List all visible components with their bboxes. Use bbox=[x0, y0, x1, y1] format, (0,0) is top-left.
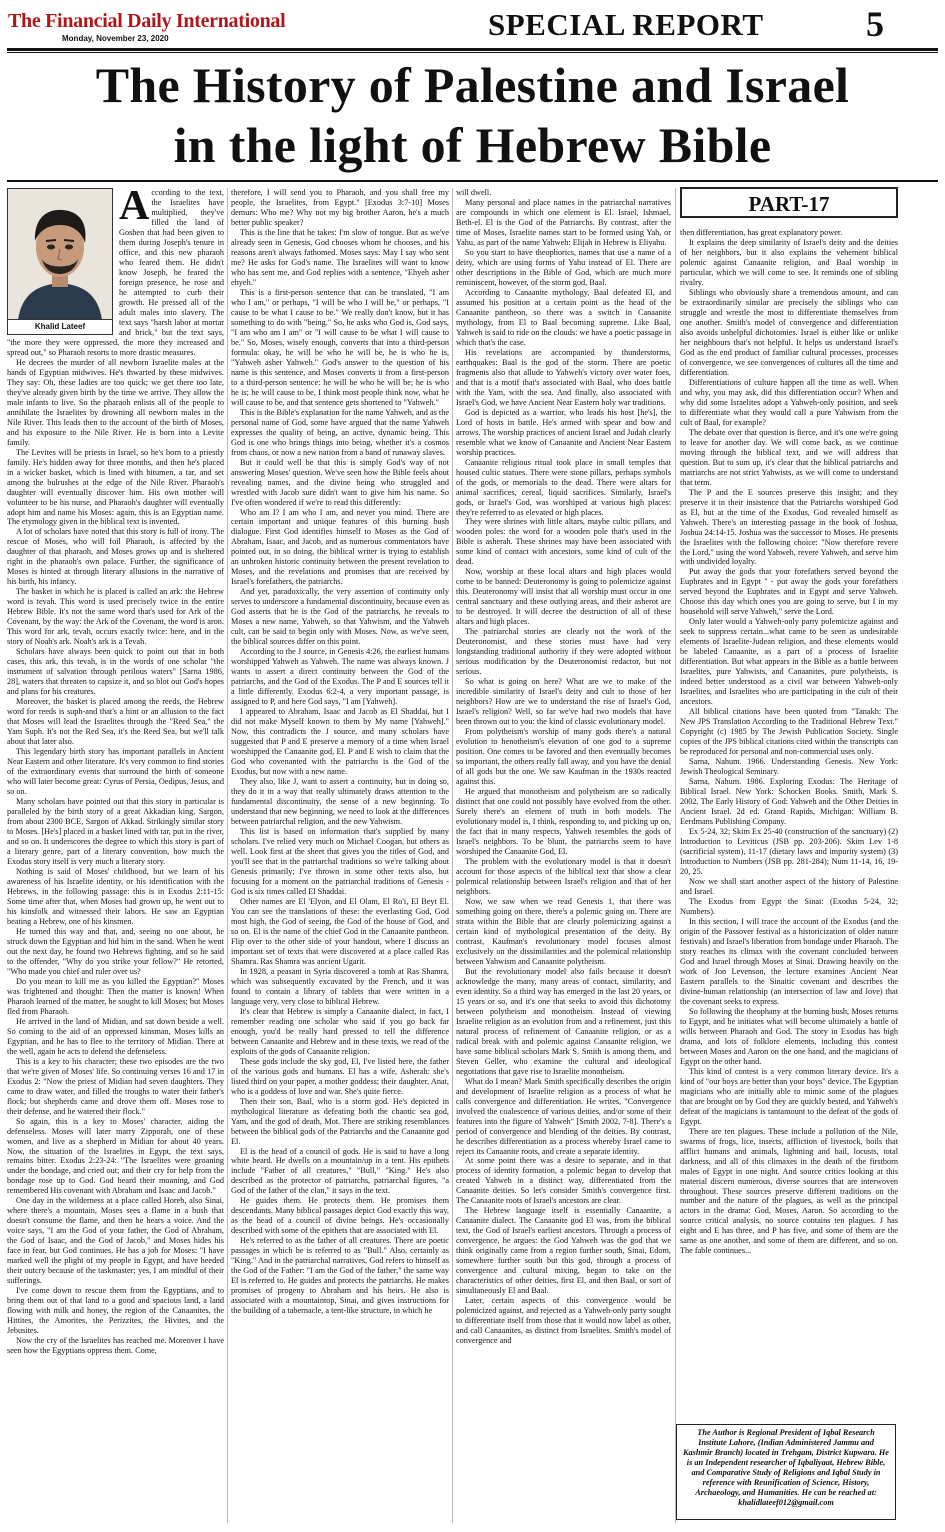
headline bbox=[0, 55, 945, 175]
paragraph: Sarna, Nahum. 1986. Exploring Exodus: The Heritage of Biblical Israel. New York: Schocken Books. Smith, Mark S. 2002. The Early History of God: Yahweh and the Other Deities in Ancient Israel. 2d ed. Grand Rapids, Michigan: William B. Eerdmans Publishing Company. bbox=[680, 777, 898, 827]
paragraph: He turned this way and that, and, seeing no one about, he struck down the Egyptian and hid him in the sand. When he went out the next day, he found two Hebrews fighting, and so he said to the offender, "Why do you strike your fellow?" He retorted, "Who made you chief and ruler over us? bbox=[7, 926, 224, 976]
article-column-4 bbox=[680, 228, 898, 1256]
paragraph: He guides them. He protects them. He promises them descendants. Many biblical passages depict God exactly this way, as the head of a council of divine beings. He's occasionally described with some of the epithets that are associated with El. bbox=[231, 1196, 449, 1236]
paragraph: Other names are El 'Elyon, and El Olam, El Ro'i, El Beyt El. You can see the translations of these: the everlasting God, God most high, the God of seeing, the God of the house of God, and so on. El is the name of the chief God in the Canaanite pantheon. Flip over to the other side of your handout, where I discuss an important set of texts that were discovered at a place called Ras Shamra. Ras Shamra was ancient Ugarit. bbox=[231, 896, 449, 966]
paragraph: Many personal and place names in the patriarchal narratives are compounds in which one element is El. Israel, Ishmael, Beth-el. El is the God of the Patriarchs. By contrast, after the time of Moses, Israelite names start to be formed using Yah, or Yahu, as part of the name Yahweh: Elijah in Hebrew is Eliyahu. bbox=[456, 197, 671, 247]
paragraph: Put away the gods that your forefathers served beyond the Euphrates and in Egypt " - put away the gods your forefathers served beyond the Euphrates and in Egypt and serve Yahweh. Choose this day which ones you are going to serve, but I in my household will serve Yahweh," serve the Lord. bbox=[680, 567, 898, 617]
section-title: SPECIAL REPORT bbox=[488, 7, 764, 42]
paragraph: What do I mean? Mark Smith specifically describes the origin and development of Israelite religion as a process of what he calls convergence and differentiation. He writes, "Convergence involved the coalescence of various deities, and/or some of their features into the figure of Yahweh" [Smith 2002, 7-8]. There's a period of convergence and blending of the deities. By contrast, he describes differentiation as a process whereby Israel came to reject its Canaanite roots, and create a separate identity. bbox=[456, 1076, 671, 1156]
headline-rule bbox=[7, 180, 938, 182]
issue-date: Monday, November 23, 2020 bbox=[62, 34, 169, 43]
paragraph: Now, worship at these local altars and high places would come to be banned: Deuteronomy is going to polemicize against this. Deuteronomy will insist that all worship must occur in one central sanctuary and these outlying areas, and their asherot are to be destroyed. It will decree the destruction of all of these altars and high places. bbox=[456, 567, 671, 627]
column-rule bbox=[452, 188, 453, 1523]
column-rule bbox=[675, 188, 676, 1523]
paragraph: This is the line that he takes: I'm slow of tongue. But as we've already seen in Genesis, God chooses whom he chooses, and his reasons aren't always fathomed. Moses says: May I say who sent me? He asks for God's name. The Israelites will want to know who has sent me, and God replies with a sentence, "Ehyeh asher ehyeh." bbox=[231, 227, 449, 287]
paragraph: At some point there was a desire to separate, and in that process of identity formation, a polemic began to develop that created Yahweh in a distinct way, differentiated from the Canaanite deities. So let's consider Smith's convergence first. The Canaanite roots of Israel's ancestors are clear. bbox=[456, 1156, 671, 1206]
paragraph: So what is going on here? What are we to make of the incredible similarity of Israel's deity and cult to those of her neighbors? How are we to understand the rise of Israel's God, Israel's religion? Well, so far we've had two models that have been thrown out to you: the kind of classic evolutionary model. bbox=[456, 677, 671, 727]
paragraph: Only later would a Yahweh-only party polemicize against and seek to suppress certain...what came to be seen as undesirable elements of Israelite-Judean religion, and these elements would be labeled Canaanite, as a part of a process of Israelite differentiation. But what appears in the Bible as a battle between Israelites, pure Yahwists, and Canaanites, pure polytheists, is indeed better understood as a civil war between Yahweh-only Israelites, and Israelites who are participating in the cult of their ancestors. bbox=[680, 617, 898, 707]
paragraph: Canaanite religious ritual took place in small temples that housed cultic statues. There were stone pillars, perhaps symbols of the gods, or memorials to the dead. There were altars for animal sacrifices, cereal, liquid sacrifices. Similarly, Israel's gods, or Israel's God, was worshiped at various high places: they're referred to as elevated or high places. bbox=[456, 457, 671, 517]
column-rule bbox=[227, 188, 228, 1523]
paragraph: Differentiations of culture happen all the time as well. When and why, you may ask, did this differentiation occur? When and why did some Israelites adopt a Yahweh-only position, and seek to differentiate what they would call a pure Yahwism from the cult of Baal, for example? bbox=[680, 377, 898, 427]
paragraph: So again, this is a key to Moses' character, aiding the defenseless. Moses will later marry Zipporah, one of these women, and live as a shepherd in Midian for about 40 years. Now, the situation of the Israelites in Egypt, the text says, remains bitter. Exodus 2:23-24: "The Israelites were groaning under the bondage, and cried out; and their cry for help from the bondage rose up to God. God heard their moaning, and God remembered His covenant with Abraham and Isaac and Jacob." bbox=[7, 1116, 224, 1196]
paragraph: This is the Bible's explanation for the name Yahweh, and as the personal name of God, some have argued that the name Yahweh expresses the quality of being, an active, dynamic being. This God is one who brings things into being, whether it's a cosmos from chaos, or now a new nation from a band of runaway slaves. bbox=[231, 407, 449, 457]
paragraph: Sarna, Nahum. 1966. Understanding Genesis. New York: Jewish Theological Seminary. bbox=[680, 757, 898, 777]
paragraph: God is depicted as a warrior, who leads his host [he's], the Lord of hosts in battle. He's armed with spear and bow and arrows. The worship practices of ancient Israel and Judah clearly resemble what we know of Canaanite and Ancient Near Eastern worship practices. bbox=[456, 407, 671, 457]
author-portrait-image bbox=[8, 189, 112, 320]
article-column-2 bbox=[231, 188, 449, 1316]
paragraph: El is the head of a council of gods. He is said to have a long white beard. He dwells on a mountain/up in a tent. His epithets include "Father of all creatures," "Bull," "King." He's also described as the protector of patriarchs, patriarchal figures, "a God of the father of the clan," it says in the text. bbox=[231, 1146, 449, 1196]
paragraph: He argued that monotheism and polytheism are so radically distinct that one could not possibly have evolved from the other. Surely there's an element of truth in both models. The evolutionary model is, I think, responding to, and picking up on, the fact that in many respects, Yahweh resembles the gods of Israel's neighbors. To be blunt, the patriarchs seem to have worshiped the Canaanite God, El. bbox=[456, 787, 671, 856]
paragraph: Now we shall start another aspect of the history of Palestine and Israel. bbox=[680, 876, 898, 896]
top-rule bbox=[7, 48, 938, 51]
masthead bbox=[0, 0, 945, 50]
paragraph: This kind of contest is a very common literary device. It's a kind of "our boys are better than your boys" device. The Egyptian magicians who are initially able to mimic some of the plagues that are brought on by God they are quickly bested, and Yahweh's defeat of the magicians is tantamount to the defeat of the gods of Egypt. bbox=[680, 1066, 898, 1126]
paragraph: Ex 5-24, 32; Skim Ex 25-40 (construction of the sanctuary) (2) Introduction to Leviticus (JSB pp. 203-206). Skim Lev 1-8 (sacrificial system), 11-17 (dietary laws and impurity system) (3) Introduction to Numbers (JSB pp. 281-284); Num 11-14, 16, 19-20, 25. bbox=[680, 827, 898, 876]
paragraph: Then their son, Baal, who is a storm god. He's depicted in mythological literature as defeating both the chaotic sea god, Yam, and the god of death, Mot. There are striking resemblances between the biblical gods of the Patriarchs and the Canaanite god El. bbox=[231, 1096, 449, 1146]
author-photo bbox=[7, 188, 113, 335]
paragraph: The Hebrew language itself is essentially Canaanite, a Canaanite dialect. The Canaanite god El was, from the biblical text, the God of Israel's earliest ancestors. Through a process of convergence, he argues: the God Yahweh was the god that we think originally came from a region further south, Sinai, Edom, somewhere further south but this god, through a process of convergence and cultural mixing, began to take on the characteristics of other deities, first El, and then Baal, or sort of simultaneously El and Baal. bbox=[456, 1206, 671, 1296]
drop-cap: A bbox=[119, 183, 150, 229]
paragraph: So you start to have theophorics, names that use a name of a deity, which are using forms of Yahu instead of El. There are other descriptions in the Bible of God, which are much more reminiscent, however, of the storm god, Baal. bbox=[456, 247, 671, 287]
headline-line-1: The History of Palestine and Israel bbox=[95, 57, 850, 113]
paragraph: The patriarchal stories are clearly not the work of the Deuteronomist, and these stories must have had very longstanding traditional authority if they were adopted without serious modification by the Deuteronomist redactor, but not serious. bbox=[456, 627, 671, 677]
paragraph: It explains the deep similarity of Israel's deity and the deities of her neighbors, but it also explains the vehement biblical polemic against Canaanite religion, and Baal worship in particular, which we will come to see. It reminds one of sibling rivalry. bbox=[680, 237, 898, 287]
paragraph-text: ccording to the text, the Israelites have multiplied, they've filled the land of Goshen that had been given to them during Joseph's tenure in office, and this new pharaoh who feared them. He didn't know Joseph, he feared the foreign presence, he rose and he attempted to curb their growth. He pressed all of the adult males into slavery. The text says "harsh labor at mortar and brick," but the text says, "the more they were oppressed, the more they increased and spread out," so Pharaoh resorts to more drastic measures. bbox=[7, 188, 224, 357]
paragraph: But it could well be that this is simply God's way of not answering Moses' question. We've seen how the Bible feels about revealing names, and the divine being who struggled and wrestled with Jacob sure didn't want to give him his name. So I've often wondered if we're to read this differently: bbox=[231, 457, 449, 507]
paragraph: According to the J source, in Genesis 4:26, the earliest humans worshipped Yahweh as Yahweh. The name was always known. J wants to assert a direct continuity between the God of the patriarchs, and the God of the Exodus. The P and E sources tell it a little differently. Exodus 6:2-4, a very important passage, is assigned to P, and here God says, "I am [Yahweh]. bbox=[231, 647, 449, 707]
paragraph: therefore, I will send you to Pharaoh, and you shall free my people, the Israelites, from Egypt." [Exodus 3:7-10] Moses demurs: Who me? Why not my big brother Aaron, he's a much better public speaker? bbox=[231, 188, 449, 227]
paragraph: There are ten plagues. These include a pollution of the Nile, swarms of frogs, lice, insects, affliction of livestock, boils that afflict humans and animals, lightning and hail, locusts, total darkness, and all of this climaxes in the death of the firstborn males of Egypt in one night. And source critics looking at this material discern numerous, diverse sources that are interwoven throughout. These sources preserve different traditions on the number and the nature of the plagues, as well as the principal actors in the drama: God, Moses, Aaron. So according to the source critical analysis, no source contains ten plagues. J has eight and E has three, and P has five, and some of them are the same as one another, and some of them are different, and so on. The fable continues... bbox=[680, 1126, 898, 1256]
paragraph: In 1928, a peasant in Syria discovered a tomb at Ras Shamra, which was subsequently excavated by the French, and it was found to contain a library of tablets that were written in a language very, very close to biblical Hebrew. bbox=[231, 966, 449, 1006]
paragraph: It's clear that Hebrew is simply a Canaanite dialect, in fact, I remember reading one scholar who said if you go back far enough, you'd be really hard pressed to tell the difference between Canaanite and Hebrew and in these texts, we read of the exploits of the gods of Canaanite religion. bbox=[231, 1006, 449, 1056]
paragraph: According to Canaanite mythology, Baal defeated El, and assumed his position at a certain point as the head of the Canaanite pantheon, so there was a switch in Canaanite mythology, from El to Baal becoming supreme. Like Baal, Yahweh is said to ride on the clouds: we have a poetic passage in which that's the case. bbox=[456, 287, 671, 347]
paragraph: In this section, I will trace the account of the Exodus (and the origin of the Passover festival as a historicization of older nature festivals) and Israel's liberation from bondage under Pharaoh. The story reaches its climax with the covenant concluded between God and Israel through Moses at Sinai. Drawing heavily on the work of Jon Levenson, the lecture examines Ancient Near Eastern parallels to the Sinaitic covenant and describes the divine-human relationship (an intersection of law and love) that the covenant seeks to express. bbox=[680, 916, 898, 1006]
paragraph: This is a first-person sentence that can be translated, "I am who I am," or perhaps, "I will be who I will be," or perhaps, "I cause to be what I cause to be." We really don't know, but it has something to do with "being." So, he asks who God is, God says, "I am who am I am" or "I will cause to be what I will cause to be." So, Moses, wisely enough, converts that into a third-person formula: okay, he will be who he will be, he is who he is, "Yahweh asher Yahweh." God's answer to the question of his name is this sentence, and Moses converts it from a first-person to a third-person sentence: he will be who he will be; he is who he is; he will cause to be, I think most people think now, what he will cause to be, and that sentence gets shortened to "Yahweh." bbox=[231, 287, 449, 407]
top-rule-thin bbox=[7, 52, 938, 53]
paragraph: One day in the wilderness at a place called Horeb, also Sinai, where there's a mountain, Moses sees a flame in a bush that doesn't consume the flame, and then he hears a voice. And the voice says, "I am the God of your father, the God of Abraham, the God of Isaac, and the God of Jacob," and Moses hides his face in fear, but God continues. He has a job for Moses: "I have marked well the plight of my people in Egypt, and have heeded their outcry because of the taskmaster; yes, I am mindful of their sufferings. bbox=[7, 1196, 224, 1286]
paragraph: From polytheism's worship of many gods there's a natural evolution to henotheism's elevation of one god to a supreme position. One comes to be favored and then eventually becomes so important, the others really fall away, and you have the denial of all gods but the one. We saw Kaufman in the 1930s reacted against this. bbox=[456, 727, 671, 787]
author-bio-box: The Author is Regional President of Iqbal Research Institute Lahore, (Indian Administered Jammu and Kashmir Branch) located in Trehgam, District Kupwara. He is an Independent researcher of Iqbaliyaat, Hebrew Bible, and Comparative Study of Religions and Iqbal Study in reference with Reunification of Science, History, Archaeology, and Humanities. He can be reached at: khalidlateef012@gmail.com bbox=[676, 1424, 896, 1520]
paragraph: This legendary birth story has important parallels in Ancient Near Eastern and other literature. It's very common to find stories of the extraordinary events that surround the birth of someone who will later become great: Cyrus of Persia, Oedipus, Jesus, and so on. bbox=[7, 747, 224, 797]
paragraph: This is a key to his character; these two episodes are the two that we're given of Moses' life. So continuing verses 16 and 17 in Exodus 2: "Now the priest of Midian had seven daughters. They came to draw water, and filled the troughs to water their father's flock; but shepherds came and drove them off. Moses rose to their defense, and he watered their flock." bbox=[7, 1056, 224, 1116]
article-column-3 bbox=[456, 188, 671, 1346]
paragraph: The Levites will be priests in Israel, so he's born to a priestly family. He's hidden away for three months, and then he's placed in a wicker basket, which is lined with bitumen, a tar, and set among the bulrushes at the edge of the Nile River. Pharaoh's daughter will eventually discover him. His own mother will volunteer to be his nurse, and Pharaoh's daughter will eventually adopt him and name his Moses: again, this is an Egyptian name. The etymology given in the biblical text is invented. bbox=[7, 447, 224, 527]
paragraph: Now the cry of the Israelites has reached me. Moreover I have seen how the Egyptians oppress them. Come, bbox=[7, 1336, 224, 1356]
page-number: 5 bbox=[866, 4, 884, 44]
paragraph: But the revolutionary model also fails because it doesn't acknowledge the many, many areas of contact, similarity, and even identity. So a third way has emerged in the last 20 years, or 15 years or so, and it's one that seeks to avoid this dichotomy between polytheism and monotheism. Instead of viewing Israelite religion as an evolution from and a refinement, just this natural process of refinement of Canaanite religion, or as a radical break with and polemic against Canaanite religion, we have some biblical scholars Mark S. Smith is among them, and Steven Geller, who examine the cultural and ideological negotiations that gave rise to Israelite monotheism. bbox=[456, 966, 671, 1076]
paragraph: The debate over that question is fierce, and it's one we're going to leave for another day. We will come back, as we continue moving through the biblical text, and we will address that question. But to sum up, it's clear that the biblical patriarchs and matriarchs are not strict Yahwists, as we will come to understand that term. bbox=[680, 427, 898, 487]
headline-line-2: in the light of Hebrew Bible bbox=[173, 117, 772, 173]
paragraph: will dwell. bbox=[456, 188, 492, 197]
paragraph: They also, like J, want to assert a continuity, but in doing so, they do it in a way that really ultimately draws attention to the fundamental discontinuity, the sense of a new beginning. To understand that new beginning, we need to look at the differences between patriarchal religion, and the new Yahwism. bbox=[231, 777, 449, 827]
part-number-box: PART-17 bbox=[680, 187, 898, 218]
paragraph: I've come down to rescue them from the Egyptians, and to bring them out of that land to a good and spacious land, a land flowing with milk and honey, the region of the Canaanites, the Hittites, the Amorites, the Perizzites, the Hivites, and the Jebusites. bbox=[7, 1286, 224, 1336]
paragraph: Moreover, the basket is placed among the reeds, the Hebrew word for reeds is suph-and that's a hint or an allusion to the fact that Moses will lead the Israelites through the "Reed Sea," the Yam Suph. It's not the Red Sea, it's the Reed Sea, but we'll talk about that later also. bbox=[7, 697, 224, 747]
author-name-caption: Khalid Lateef bbox=[8, 319, 112, 334]
paragraph: Do you mean to kill me as you killed the Egyptian?" Moses was frightened and thought: Then the matter is known! When Pharaoh learned of the matter, he sought to kill Moses; but Moses fled from Pharaoh. bbox=[7, 976, 224, 1016]
paragraph: Later, certain aspects of this convergence would be polemicized against, and rejected as a Yahweh-only party sought to differentiate itself from those that it would now label as other, and call Canaanites, as distinct from Israelites. Smith's model of convergence and bbox=[456, 1296, 671, 1346]
paragraph: They were shrines with little altars, maybe cultic pillars, and wooden poles: the word for a wooden pole that's used in the Bible is asherah. These shrines may have been associated with some kind of contact with ancestors, some kind of cult of the dead. bbox=[456, 517, 671, 567]
paragraph: He decrees the murder of all newborn Israelite males at the hands of Egyptian midwives. He's thwarted by these midwives. They say: Oh, these ladies are too quick; we get there too late, they've already given birth by the time we arrive. They allow the male infants to live. So the pharaoh enlists all of the people to annihilate the Israelites by drowning all newborn males in the Nile River. This leads then to the account of the birth of Moses, and his exposure to the Nile River. He is born into a Levite family. bbox=[7, 357, 224, 447]
paragraph: A lot of scholars have noted that this story is full of irony. The rescue of Moses, who will foil Pharaoh, is affected by the daughter of that pharaoh, and Moses grows up and is sheltered right in the pharaoh's own palace. Further, the significance of Moses is hinted at through literary allusions in the narrative of his birth, his infancy. bbox=[7, 527, 224, 587]
paragraph: Siblings who obviously share a tremendous amount, and can be extraordinarily similar are precisely the siblings who can struggle and wrestle the most to differentiate themselves from one another. Smith's model of convergence and differentiation also avoids unhelpful dichotomies. Israel is either like or unlike her neighbours that's not helpful. It helps us understand Israel's God as the end product of familiar cultural processes, processes of convergence, we see convergences of cultures all the time and differentiation. bbox=[680, 287, 898, 377]
paragraph: All biblical citations have been quoted from "Tanakh: The New JPS Translation According to the Traditional Hebrew Text." Copyright (c) 1985 by The Jewish Publication Society. Single copies of the JPS biblical citations cited within the transcripts can be reproduced for personal and non-commercial uses only. bbox=[680, 707, 898, 757]
paragraph: The problem with the evolutionary model is that it doesn't account for those aspects of the biblical text that show a clear polemical relationship between Israel's religion and that of her neighbors. bbox=[456, 856, 671, 896]
paragraph: So following the theophany at the burning bush, Moses returns to Egypt, and he initiates what will become ultimately a battle of wills between Pharaoh and God. The story in Exodus has high drama, and lots of folklore elements, including this contest between Moses and Aaron on the one hand, and the magicians of Egypt on the other hand. bbox=[680, 1006, 898, 1066]
paragraph: Scholars have always been quick to point out that in both cases, this ark, this tevah, is in the words of one scholar "the instrument of salvation through perilous waters" [Sarna 1986, 28], waters that threaten to capsize it, and so blot out God's hopes and plans for his creatures. bbox=[7, 647, 224, 697]
newspaper-name: The Financial Daily International bbox=[8, 10, 286, 32]
paragraph: Now, we saw when we read Genesis 1, that there was something going on there, there's a polemic going on. There are strata within the Bible that are clearly polemicizing against a certain kind of mythological presentation of the deity. By contrast, Kaufman's revolutionary model focuses almost exclusively on the dissimilarities and the polemical relationship between Yahwism and Canaanite polytheism. bbox=[456, 896, 671, 966]
paragraph: And yet, paradoxically, the very assertion of continuity only serves to underscore a fundamental discontinuity, because even as God asserts that he is the God of the patriarchs, he reveals to Moses a new name, Yahweh, so that Yahwism, and the Yahweh cult, can be said to begin only with Moses. Now, as we've seen, the biblical sources differ on this point. bbox=[231, 587, 449, 647]
article-column-1 bbox=[7, 183, 224, 1356]
paragraph: He's referred to as the father of all creatures. There are poetic passages in which he is referred to as "Bull." Also, certainly as "King." And in the patriarchal narratives, God refers to himself as the God of the Father: "I am the God of the father," the same way El is referred to. He guides and protects the patriarchs. He makes promises of progeny to Abraham and his heirs. He also is associated with a mountaintop, Sinai, and gives instructions for the building of a tabernacle, a tent-like structure, in which he bbox=[231, 1236, 449, 1316]
paragraph: Nothing is said of Moses' childhood, but we learn of his awareness of his Israelite identity, or his identification with the Hebrews, in the following passage: this is in Exodus 2:11-15: Some time after that, when Moses had grown up, he went out to his kinsfolk and witnessed their labors. He saw an Egyptian beating a Hebrew, one of his kinsmen. bbox=[7, 866, 224, 926]
paragraph: I appeared to Abraham, Isaac and Jacob as El Shaddai, but I did not make Myself known to them by My name [Yahweh]." Now, this contradicts the J source, and many scholars have suggested that P and E preserve a memory of a time when Israel worshipped the Canaanite god, El. P and E wish to claim that the God who covenanted with the patriarchs is the God of the Exodus, but now with a new name. bbox=[231, 707, 449, 777]
paragraph: This list is based on information that's supplied by many scholars. I've relied very much on Michael Coogan, but others as well. Look first at the sheet that gives you the titles of God, and you'll see that in the patriarchal traditions so we're talking about Genesis primarily; I've thrown in some other texts also, but focusing for a moment on the patriarchal traditions of Genesis - God is six times called El Shaddai. bbox=[231, 827, 449, 896]
paragraph: These gods include the sky god, El, I've listed here, the father of the various gods and humans. El has a wife, Asherah: she's listed third on your paper, a mother goddess; their daughter, Anat, who is a goddess of love and war. She's quite fierce. bbox=[231, 1056, 449, 1096]
paragraph: Who am I? I am who I am, and never you mind. There are certain important and unique features of this burning bush dialogue. First God identifies himself to Moses as the God of Abraham, Isaac, and Jacob, and as numerous commentators have pointed out, in so doing, the biblical writer is trying to establish an unbroken historic continuity between the present revelation to Moses, and the revelations and promises that are received by Israel's forefathers, the patriarchs. bbox=[231, 507, 449, 587]
paragraph: then differentiation, has great explanatory power. bbox=[680, 228, 843, 237]
paragraph: Many scholars have pointed out that this story in particular is paralleled by the birth story of a great Akkadian king, Sargon, from about 2300 BCE, Sargon of Akkad. Strikingly similar story to Moses. [He's] placed in a basket lined with tar, put in the river, and so on. It underscores the degree to which this story is part of a literary genre, part of a literary convention, how much the Exodus story itself is very much a literary story. bbox=[7, 797, 224, 866]
paragraph: The P and the E sources preserve this insight; and they preserve it in their insistence that the Patriarchs worshiped God as El, but at the time of the Exodus, God revealed himself as Yahweh. There's an interesting passage in the book of Joshua, Joshua 24:14-15. Joshua was the successor to Moses. He presents the Israelites with the following choice: "Now therefore revere the Lord," using the word Yahweh, revere Yahweh, and serve him with undivided loyalty. bbox=[680, 487, 898, 567]
paragraph: His revelations are accompanied by thunderstorms, earthquakes: Baal is the god of the storm. There are poetic fragments also that allude to Yahweh's victory over water foes, and that is a motif that's associated with Baal, who does battle with the Yam, with the sea. And finally, also associated with Israel's God, we have Ancient Near Eastern holy war traditions. bbox=[456, 347, 671, 407]
paragraph: The Exodus from Egypt the Sinai: (Exodus 5-24, 32; Numbers). bbox=[680, 896, 898, 916]
paragraph: He arrived in the land of Midian, and sat down beside a well. So coming to the aid of an oppressed kinsman, Moses kills an Egyptian, and he has to flee to the territory of Midian. There at the well, again he acts to defend the defenseless. bbox=[7, 1016, 224, 1056]
paragraph: The basket in which he is placed is called an ark: the Hebrew word is tevah. This word is used precisely twice in the entire Hebrew Bible. It's not the same word that's used for Ark of the Covenant, by the way: the Ark of the Covenant, the word is aron. This word for ark, tevah, occurs exactly twice: here, and in the story of Noah's ark. Noah's ark is a Tevah. bbox=[7, 587, 224, 647]
